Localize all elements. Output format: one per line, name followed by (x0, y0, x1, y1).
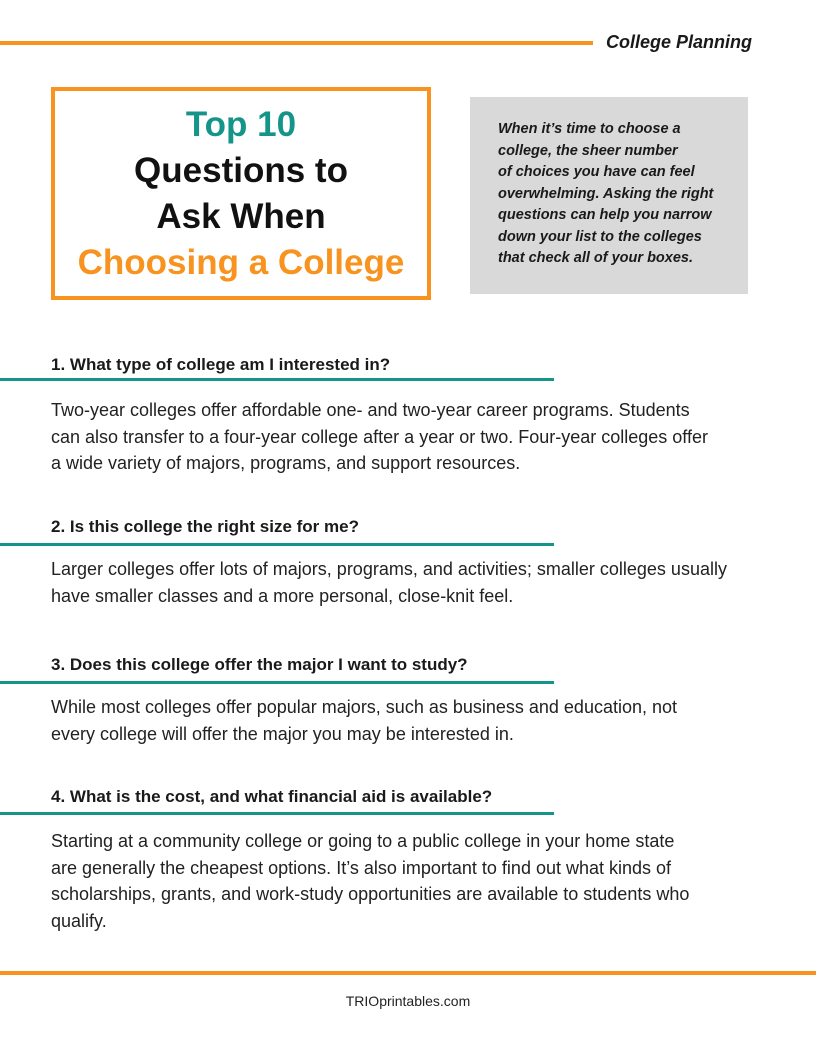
title-line-4: Choosing a College (77, 242, 405, 282)
answer-line: Starting at a community college or going to a public college in your home state (51, 831, 675, 851)
question-teal-rule (0, 681, 554, 684)
answer-line: a wide variety of majors, programs, and support resources. (51, 453, 521, 473)
question-heading: 2. Is this college the right size for me? (51, 517, 359, 536)
question-heading: 1. What type of college am I interested in? (51, 355, 391, 374)
top-orange-rule (0, 41, 593, 45)
question-answer (51, 556, 751, 609)
question-answer (51, 828, 751, 934)
question-teal-rule (0, 378, 554, 381)
answer-line: have smaller classes and a more personal, close-knit feel. (51, 585, 514, 606)
intro-line: down your list to the colleges (498, 228, 702, 245)
answer-line: are generally the cheapest options. It’s also important to find out what kinds of (51, 857, 672, 878)
answer-line: qualify. (51, 910, 107, 931)
intro-line: of choices you have can feel (498, 164, 695, 180)
question-answer (51, 397, 751, 477)
answer-line: every college will offer the major you may be interested in. (51, 723, 514, 744)
intro-callout (470, 97, 748, 294)
answer-line: Larger colleges offer lots of majors, programs, and activities; smaller colleges usually (51, 559, 727, 579)
intro-line: that check all of your boxes. (498, 250, 693, 266)
intro-line: college, the sheer number (498, 142, 678, 159)
intro-line: When it’s time to choose a (498, 121, 681, 137)
title-line-2: Questions to (134, 150, 348, 190)
answer-line: can also transfer to a four-year college after a year or two. Four-year colleges offer (51, 426, 708, 447)
question-heading: 3. Does this college offer the major I want to study? (51, 655, 468, 674)
question-block-1 (51, 354, 751, 473)
answer-line: scholarships, grants, and work-study opportunities are available to students who (51, 884, 690, 904)
title-box (51, 87, 431, 300)
question-heading: 4. What is the cost, and what financial aid is available? (51, 787, 493, 806)
question-teal-rule (0, 543, 554, 546)
intro-line: overwhelming. Asking the right (498, 185, 714, 202)
question-block-4 (51, 786, 751, 931)
bottom-orange-rule (0, 971, 816, 975)
question-block-3 (51, 654, 751, 744)
section-label: College Planning (605, 32, 752, 52)
footer-site-link[interactable]: TRIOprintables.com (345, 993, 471, 1009)
answer-line: Two-year colleges offer affordable one- and two-year career programs. Students (51, 400, 690, 420)
title-line-3: Ask When (156, 196, 326, 236)
question-teal-rule (0, 812, 554, 815)
title-line-1: Top 10 (185, 104, 297, 144)
question-answer (51, 694, 751, 747)
answer-line: While most colleges offer popular majors, such as business and education, not (51, 697, 678, 717)
intro-line: questions can help you narrow (498, 207, 712, 223)
question-block-2 (51, 516, 751, 606)
